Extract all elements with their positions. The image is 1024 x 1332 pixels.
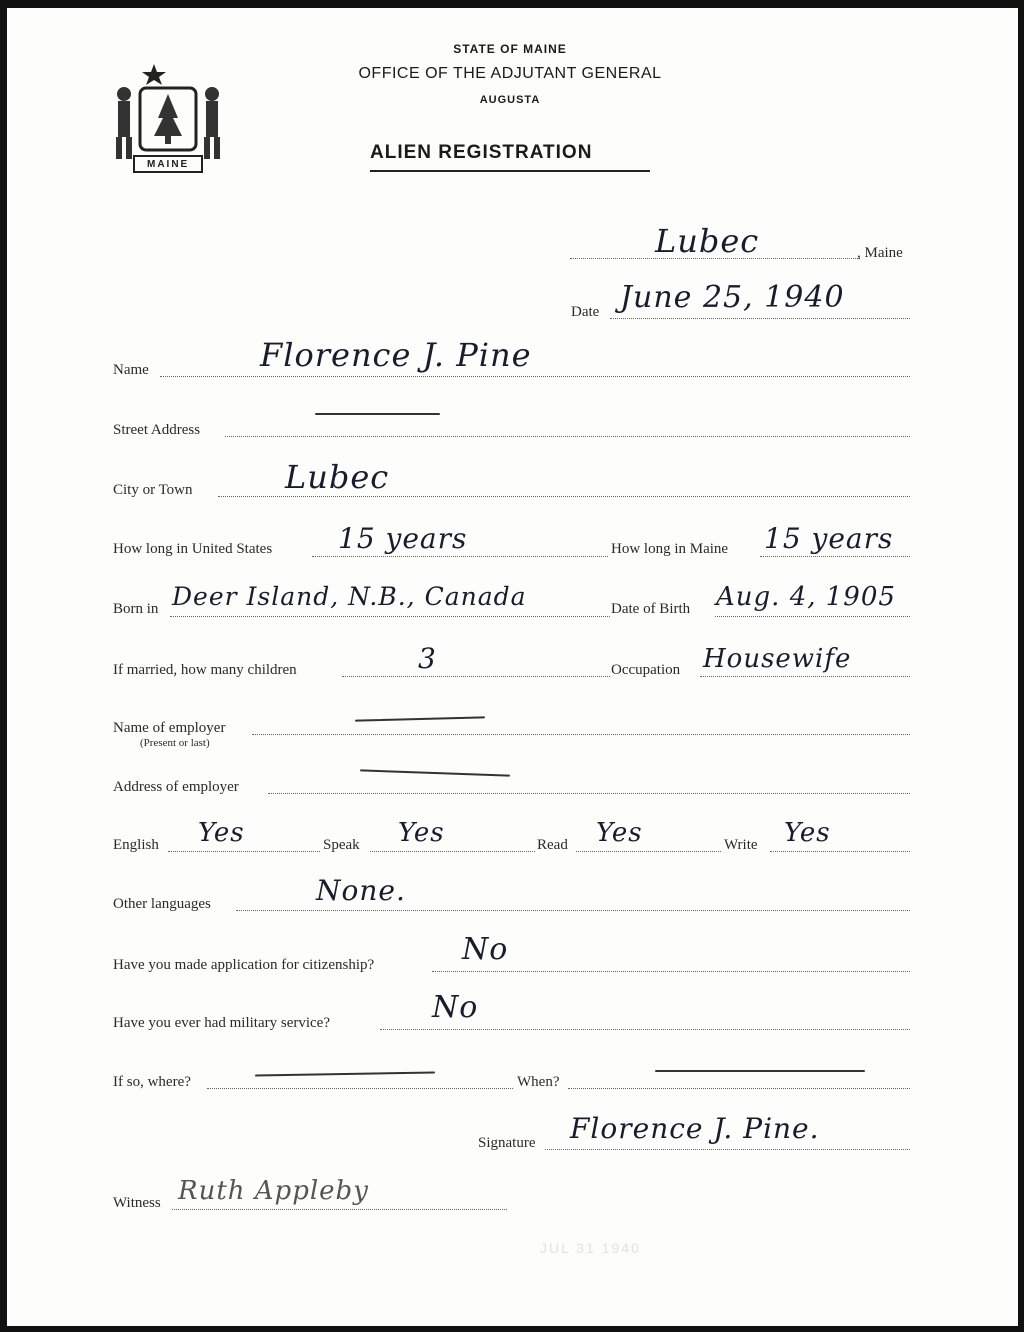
where-line <box>207 1088 513 1089</box>
born-line <box>170 616 610 617</box>
occupation-value: Housewife <box>703 644 852 674</box>
us-years-line <box>312 556 608 557</box>
us-years-value: 15 years <box>338 522 468 555</box>
witness-line <box>172 1209 507 1210</box>
street-line <box>225 436 910 437</box>
children-value: 3 <box>418 642 437 675</box>
military-label: Have you ever had military service? <box>113 1015 330 1031</box>
street-blank-dash <box>315 413 440 415</box>
city-value: Lubec <box>285 458 390 496</box>
town-value: Lubec <box>655 222 760 260</box>
employer-line <box>252 734 910 735</box>
scan-border-top <box>0 0 1024 8</box>
us-years-label: How long in United States <box>113 541 273 557</box>
read-value: Yes <box>596 818 643 848</box>
occupation-label: Occupation <box>611 662 681 678</box>
other-languages-label: Other languages <box>113 896 211 912</box>
military-value: No <box>432 990 479 1025</box>
form-title: ALIEN REGISTRATION <box>370 142 593 163</box>
name-line <box>160 376 910 377</box>
maine-years-label: How long in Maine <box>611 541 729 557</box>
dob-label: Date of Birth <box>611 601 691 617</box>
signature-line <box>545 1149 910 1150</box>
military-line <box>380 1029 910 1030</box>
signature-value: Florence J. Pine. <box>570 1112 820 1145</box>
title-underline <box>370 170 650 172</box>
maine-years-line <box>760 556 910 557</box>
born-label: Born in <box>113 601 159 617</box>
seal-banner-text: MAINE <box>147 159 190 170</box>
header-city: AUGUSTA <box>479 94 541 106</box>
when-label: When? <box>517 1074 560 1090</box>
read-label: Read <box>537 837 568 853</box>
employer-address-line <box>268 793 910 794</box>
scan-border-left <box>0 0 7 1332</box>
name-label: Name <box>113 362 149 378</box>
english-line <box>168 851 320 852</box>
other-languages-line <box>236 910 910 911</box>
write-line <box>770 851 910 852</box>
employer-blank-dash <box>355 716 485 721</box>
write-value: Yes <box>784 818 831 848</box>
english-value: Yes <box>198 818 245 848</box>
employer-address-blank-dash <box>360 769 510 776</box>
citizenship-value: No <box>462 932 509 967</box>
scan-border-right <box>1018 0 1024 1332</box>
where-label: If so, where? <box>113 1074 191 1090</box>
write-label: Write <box>724 837 758 853</box>
other-languages-value: None. <box>316 874 406 907</box>
children-line <box>342 676 610 677</box>
where-blank-dash <box>255 1071 435 1076</box>
employer-label: Name of employer <box>113 720 226 736</box>
city-label: City or Town <box>113 482 193 498</box>
employer-address-label: Address of employer <box>113 779 239 795</box>
signature-label: Signature <box>478 1135 536 1151</box>
maine-years-value: 15 years <box>764 522 894 555</box>
speak-label: Speak <box>323 837 360 853</box>
read-line <box>576 851 721 852</box>
scan-border-bottom <box>0 1326 1024 1332</box>
received-stamp: JUL 31 1940 <box>540 1240 641 1256</box>
citizenship-line <box>432 971 910 972</box>
citizenship-label: Have you made application for citizenship? <box>113 957 375 973</box>
date-value: June 25, 1940 <box>620 280 845 315</box>
occupation-line <box>700 676 910 677</box>
employer-note: (Present or last) <box>140 737 210 749</box>
street-label: Street Address <box>113 422 201 438</box>
english-label: English <box>113 837 159 853</box>
maine-label: , Maine <box>857 245 903 261</box>
dob-value: Aug. 4, 1905 <box>716 582 896 612</box>
witness-label: Witness <box>113 1195 161 1211</box>
when-blank-dash <box>655 1070 865 1072</box>
header-state: STATE OF MAINE <box>453 42 567 56</box>
dob-line <box>715 616 910 617</box>
speak-line <box>370 851 535 852</box>
when-line <box>568 1088 910 1089</box>
date-label: Date <box>571 304 600 320</box>
born-value: Deer Island, N.B., Canada <box>172 582 527 611</box>
date-line <box>610 318 910 319</box>
witness-value: Ruth Appleby <box>178 1176 369 1206</box>
header-office: OFFICE OF THE ADJUTANT GENERAL <box>358 65 662 82</box>
name-value: Florence J. Pine <box>260 336 532 374</box>
speak-value: Yes <box>398 818 445 848</box>
city-line <box>218 496 910 497</box>
children-label: If married, how many children <box>113 662 297 678</box>
